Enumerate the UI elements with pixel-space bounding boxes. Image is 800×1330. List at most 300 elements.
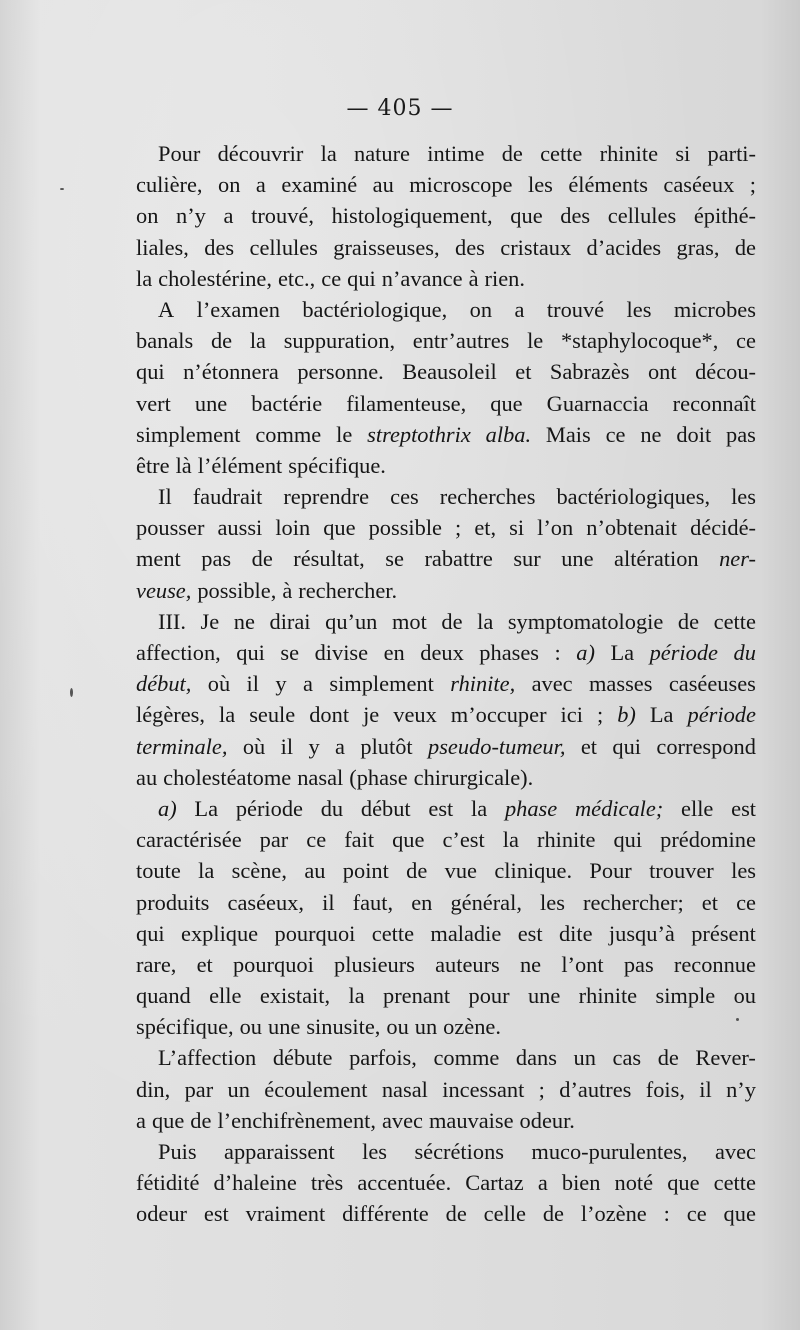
text-line <box>136 138 756 169</box>
word: La <box>610 640 635 665</box>
text-line <box>136 232 756 263</box>
word: et, <box>474 515 497 541</box>
word: streptothrix <box>367 421 471 447</box>
word: que <box>667 1170 700 1196</box>
word: y <box>275 671 287 697</box>
text-line <box>136 918 756 949</box>
word: que <box>723 1201 756 1227</box>
word: ont <box>647 359 677 385</box>
word: de <box>251 546 273 572</box>
word: sur <box>513 546 541 572</box>
page-number: — 405 — <box>346 96 454 121</box>
word: la <box>348 983 365 1009</box>
text-line <box>136 606 756 637</box>
word: : <box>663 1201 670 1227</box>
text-line <box>136 1167 756 1198</box>
word: ce <box>321 265 342 291</box>
word: cette <box>371 920 415 946</box>
word: graisseuses, <box>333 234 440 260</box>
word: faudrait <box>192 484 263 510</box>
word: simple <box>655 983 716 1009</box>
word: La <box>649 702 674 728</box>
word: spécifique. <box>288 452 386 478</box>
word: sinusite, <box>306 1014 381 1040</box>
text-line <box>136 325 756 356</box>
word: culière, <box>136 172 203 198</box>
word: plutôt <box>360 733 413 759</box>
word: point <box>342 858 389 884</box>
word: n’y <box>726 1076 756 1102</box>
word: on <box>136 203 159 229</box>
word: l’ozène <box>580 1201 647 1227</box>
word: elle <box>209 983 242 1009</box>
word: (phase <box>349 764 408 790</box>
word: le <box>527 328 544 354</box>
word: m’occuper <box>450 702 547 728</box>
text-line <box>136 512 756 543</box>
text-line <box>136 887 756 918</box>
word: avec <box>714 1139 756 1164</box>
word: la <box>471 795 488 821</box>
word: possible, <box>197 577 277 603</box>
word: éléments <box>568 172 648 198</box>
word: Puis <box>158 1139 197 1164</box>
word: il <box>280 733 294 759</box>
word: dans <box>515 1045 557 1071</box>
word: l’enchifrènement, <box>217 1107 376 1133</box>
word: apparaissent <box>224 1139 335 1164</box>
word: suppuration, <box>283 328 396 354</box>
word: de <box>445 1201 467 1227</box>
word: il <box>246 671 259 697</box>
text-line <box>136 294 756 325</box>
word: correspond <box>656 733 756 759</box>
word: Beausoleil <box>402 359 497 385</box>
word: et <box>196 951 213 977</box>
word: plusieurs <box>334 951 415 977</box>
word: ce <box>736 328 756 354</box>
word: bien <box>561 1170 601 1196</box>
word: a <box>255 172 266 198</box>
word: de <box>210 328 233 354</box>
word: ce <box>686 1201 707 1227</box>
word: examiné <box>281 172 358 198</box>
word: de <box>441 608 463 634</box>
word: ce <box>736 889 756 915</box>
word: reconnaît <box>672 390 756 416</box>
word: de <box>501 141 523 166</box>
word: cholestérine, <box>158 265 272 291</box>
word: : <box>554 640 561 665</box>
word: l’ont <box>561 951 604 977</box>
word: rhinite <box>536 827 596 853</box>
word: trouver <box>649 858 714 884</box>
word: cellules <box>249 234 318 260</box>
word: alba. <box>485 421 532 447</box>
word: dirai <box>269 608 311 634</box>
word: *staphylocoque*, <box>560 328 719 354</box>
word: liales, <box>136 234 189 260</box>
text-line <box>136 980 756 1011</box>
word: pas <box>201 546 232 572</box>
word: spécifique, <box>136 1014 234 1040</box>
word: que <box>392 827 425 853</box>
word: d’haleine <box>213 1170 297 1196</box>
word: rare, <box>136 951 177 977</box>
word: et <box>701 889 718 915</box>
word: les <box>626 296 652 322</box>
word: une <box>561 546 594 572</box>
text-line <box>136 388 756 419</box>
word: les <box>540 889 565 915</box>
body-text <box>136 138 756 1230</box>
text-line <box>136 543 756 574</box>
word: la <box>502 827 519 853</box>
word: la <box>249 328 266 354</box>
word: période <box>235 795 303 821</box>
word: rabattre <box>424 546 493 572</box>
word: résultat, <box>293 546 365 572</box>
word: mot <box>391 608 427 634</box>
word: où <box>207 671 231 697</box>
word: elle <box>681 795 714 821</box>
word: n’obtenait <box>586 515 678 541</box>
word: accentuée. <box>357 1170 452 1196</box>
word: ner- <box>719 546 756 572</box>
word: b) <box>617 702 636 728</box>
text-line <box>136 793 756 824</box>
word: légères, <box>136 702 205 728</box>
word: je <box>363 702 380 728</box>
word: comme <box>433 1045 500 1071</box>
word: produits <box>136 889 210 915</box>
word: est <box>203 1201 229 1227</box>
word: que <box>510 203 543 229</box>
word: le <box>336 421 353 447</box>
word: intime <box>427 141 485 166</box>
word: reprendre <box>283 484 370 510</box>
word: doit <box>676 421 712 447</box>
word: parfois, <box>349 1045 417 1071</box>
word: rhinite <box>599 141 659 166</box>
word: ou <box>239 1014 262 1040</box>
word: aussi <box>217 515 263 541</box>
text-line <box>136 481 756 512</box>
word: pourquoi <box>232 951 314 977</box>
word: simplement <box>136 421 241 447</box>
word: fait <box>344 827 375 853</box>
word: odeur. <box>519 1107 575 1133</box>
word: ment <box>136 546 181 572</box>
word: écoulement <box>264 1076 368 1102</box>
word: pour <box>468 983 510 1009</box>
word: médicale; <box>574 795 664 821</box>
word: les <box>527 172 553 198</box>
word: etc., <box>277 265 316 291</box>
word: ; <box>455 515 462 541</box>
word: de <box>406 858 428 884</box>
word: scène, <box>231 858 287 884</box>
word: III. <box>158 608 186 634</box>
text-line <box>136 668 756 699</box>
word: loin <box>275 515 311 541</box>
word: découvrir <box>217 141 304 166</box>
word: a) <box>158 795 177 821</box>
word: en <box>411 889 433 915</box>
word: à <box>282 577 293 603</box>
word: que <box>323 515 356 541</box>
word: période <box>649 640 718 665</box>
word: l’on <box>537 515 574 541</box>
ink-speck <box>736 1018 739 1021</box>
word: n’avance <box>381 265 463 291</box>
word: symptomatologie <box>507 608 664 634</box>
word: de <box>657 1045 679 1071</box>
word: caséeux <box>663 172 735 198</box>
word: c’est <box>442 827 485 853</box>
text-line <box>136 699 756 730</box>
word: a <box>514 296 525 322</box>
word: nasal <box>297 764 344 790</box>
word: terminale, <box>136 733 228 759</box>
word: pas <box>623 951 654 977</box>
word: cette <box>713 1170 756 1196</box>
word: ne <box>519 951 542 977</box>
word: les <box>731 484 756 510</box>
word: a <box>136 1107 146 1133</box>
word: explique <box>181 920 259 946</box>
word: épithé- <box>693 203 756 229</box>
word: vert <box>136 390 171 416</box>
word: pousser <box>136 515 205 541</box>
word: comme <box>255 421 322 447</box>
word: clinique. <box>494 858 573 884</box>
word: Il <box>158 484 172 510</box>
word: ou <box>386 1014 409 1040</box>
word: cette <box>540 141 583 166</box>
text-line <box>136 1198 756 1229</box>
word: rhinite, <box>450 671 516 697</box>
word: quand <box>136 983 191 1009</box>
word: se <box>280 640 300 665</box>
word: on <box>218 172 241 198</box>
word: début, <box>136 671 192 697</box>
word: caséeuses <box>668 671 756 697</box>
word: nasal <box>381 1076 428 1102</box>
word: parti- <box>707 141 756 166</box>
word: trouvé <box>546 296 605 322</box>
word: qui <box>613 827 643 853</box>
word: débute <box>272 1045 333 1071</box>
word: au <box>304 858 326 884</box>
word: phase <box>504 795 558 821</box>
word: et <box>580 733 598 759</box>
word: cas <box>612 1045 642 1071</box>
word: cette <box>713 608 756 634</box>
word: entr’autres <box>412 328 510 354</box>
word: avec <box>381 1107 423 1133</box>
word: ou <box>733 983 756 1009</box>
word: rhinite <box>578 983 638 1009</box>
word: bactérie <box>251 390 323 416</box>
text-line <box>136 419 756 450</box>
word: pas <box>726 421 756 447</box>
word: de <box>190 1107 212 1133</box>
word: odeur <box>136 1201 187 1227</box>
word: din, <box>136 1076 171 1102</box>
word: seule <box>249 702 296 728</box>
word: possible <box>368 515 442 541</box>
word: reconnue <box>673 951 756 977</box>
word: Guarnaccia <box>546 390 649 416</box>
word: y <box>308 733 320 759</box>
word: différente <box>342 1201 429 1227</box>
text-line <box>136 263 756 294</box>
word: il <box>322 889 335 915</box>
word: décou- <box>695 359 756 385</box>
word: ici <box>560 702 583 728</box>
word: noté <box>614 1170 654 1196</box>
word: ce <box>306 827 327 853</box>
word: la <box>136 265 153 291</box>
word: recherches <box>439 484 536 510</box>
word: qui <box>236 640 265 665</box>
word: sécrétions <box>414 1139 504 1164</box>
word: auteurs <box>435 951 500 977</box>
word: du <box>733 640 756 665</box>
word: qu’un <box>325 608 378 634</box>
word: microbes <box>673 296 756 322</box>
word: a <box>223 203 234 229</box>
word: de <box>677 608 700 634</box>
word: dite <box>558 920 593 946</box>
word: pseudo-tumeur, <box>428 733 566 759</box>
word: banals <box>136 328 194 354</box>
word: au <box>372 172 394 198</box>
word: si <box>509 515 525 541</box>
word: gras, <box>676 234 720 260</box>
word: pourquoi <box>274 920 356 946</box>
word: toute <box>136 858 181 884</box>
word: n’étonnera <box>183 359 279 385</box>
word: Rever- <box>695 1045 756 1071</box>
word: a <box>303 671 313 697</box>
word: qui <box>347 265 376 291</box>
word: a <box>335 733 345 759</box>
word: L’affection <box>158 1045 257 1071</box>
word: présent <box>691 920 756 946</box>
word: qui <box>136 359 165 385</box>
word: d’acides <box>586 234 662 260</box>
word: être <box>136 452 170 478</box>
word: la <box>320 141 337 166</box>
word: cholestéatome <box>163 764 292 790</box>
word: La <box>194 795 219 821</box>
word: ne <box>233 608 255 634</box>
word: Pour <box>158 141 201 166</box>
word: où <box>242 733 266 759</box>
word: A <box>158 296 175 322</box>
word: ces <box>390 484 419 510</box>
word: très <box>310 1170 344 1196</box>
word: à <box>468 265 479 291</box>
word: là <box>175 452 192 478</box>
word: en <box>383 640 405 665</box>
word: ; <box>596 702 604 728</box>
word: altération <box>614 546 699 572</box>
word: faut, <box>352 889 394 915</box>
word: Je <box>200 608 220 634</box>
word: cellules <box>607 203 677 229</box>
text-line <box>136 1074 756 1105</box>
text-line <box>136 356 756 387</box>
word: divise <box>314 640 369 665</box>
text-line <box>136 1042 756 1073</box>
word: général, <box>450 889 522 915</box>
text-line <box>136 824 756 855</box>
word: histologiquement, <box>331 203 493 229</box>
text-line <box>136 1011 756 1042</box>
word: décidé- <box>690 515 756 541</box>
word: par <box>184 1076 214 1102</box>
word: microscope <box>409 172 513 198</box>
word: incessant <box>442 1076 525 1102</box>
word: des <box>204 234 235 260</box>
word: chirurgicale). <box>413 764 534 790</box>
word: Sabrazès <box>549 359 630 385</box>
word: dont <box>309 702 350 728</box>
text-line <box>136 1136 756 1167</box>
word: trouvé, <box>251 203 314 229</box>
word: veux <box>393 702 437 728</box>
word: avec <box>531 671 573 697</box>
word: un <box>414 1014 438 1040</box>
word: fétidité <box>136 1170 200 1196</box>
word: une <box>268 1014 301 1040</box>
word: est <box>428 795 454 821</box>
word: rechercher. <box>298 577 398 603</box>
word: que <box>151 1107 185 1133</box>
word: on <box>469 296 493 322</box>
word: prenant <box>383 983 451 1009</box>
word: une <box>527 983 561 1009</box>
word: par <box>259 827 289 853</box>
word: ; <box>749 172 756 198</box>
word: personne. <box>297 359 384 385</box>
text-line <box>136 450 756 481</box>
text-line <box>136 731 756 762</box>
word: si <box>675 141 691 166</box>
word: d’autres <box>559 1076 632 1102</box>
word: début <box>360 795 411 821</box>
word: affection, <box>136 640 221 665</box>
word: qui <box>136 920 165 946</box>
text-line <box>136 575 756 606</box>
word: deux <box>420 640 464 665</box>
word: muco-purulentes, <box>531 1139 688 1164</box>
word: cristaux <box>500 234 572 260</box>
text-line <box>136 169 756 200</box>
text-line <box>136 1105 756 1136</box>
word: Mais <box>545 421 591 447</box>
ink-speck <box>60 188 64 190</box>
word: filamenteuse, <box>346 390 467 416</box>
word: caractérisée <box>136 827 242 853</box>
word: qui <box>612 733 642 759</box>
word: il <box>699 1076 712 1102</box>
word: ne <box>640 421 662 447</box>
word: bactériologique, <box>302 296 448 322</box>
